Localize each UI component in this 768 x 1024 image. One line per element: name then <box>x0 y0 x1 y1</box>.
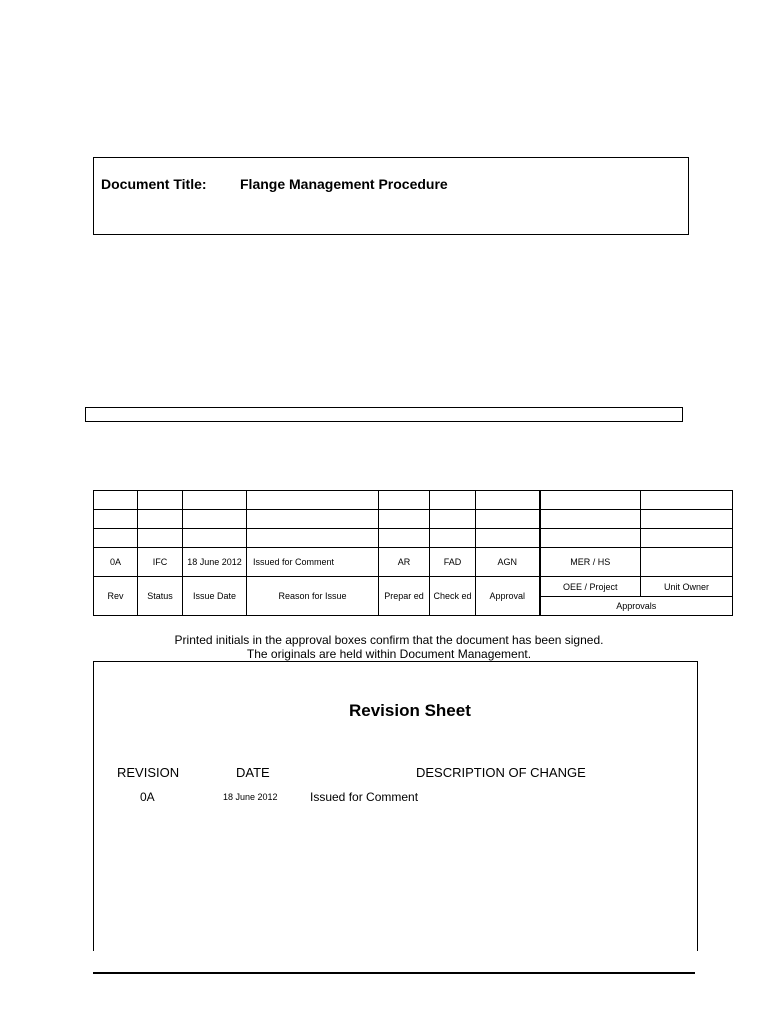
header-prepared: Prepar ed <box>379 577 430 616</box>
description-column-header: DESCRIPTION OF CHANGE <box>416 765 586 780</box>
revision-sheet-title: Revision Sheet <box>349 701 471 720</box>
revision-column-header: REVISION <box>117 765 180 780</box>
document-title-value: Flange Management Procedure <box>240 176 448 192</box>
revision-approval-table <box>93 490 733 616</box>
empty-field-bar <box>85 407 683 422</box>
table-row-empty <box>94 529 733 548</box>
entry-revision: 0A <box>140 790 155 804</box>
cell-reason: Issued for Comment <box>247 548 379 577</box>
date-column-header: DATE <box>236 765 270 780</box>
footer-rule <box>93 972 695 974</box>
table-header-row <box>94 577 733 597</box>
table-row-empty <box>94 510 733 529</box>
header-oee-project: OEE / Project <box>540 577 641 597</box>
cell-checked: FAD <box>430 548 476 577</box>
cell-rev: 0A <box>94 548 138 577</box>
header-reason: Reason for Issue <box>247 577 379 616</box>
document-title-box <box>93 157 689 235</box>
revision-sheet-box <box>93 661 698 951</box>
signature-note: Printed initials in the approval boxes confirm that the document has been signed. <box>174 633 604 647</box>
table-row-current <box>94 548 733 577</box>
entry-date: 18 June 2012 <box>223 792 278 802</box>
cell-unit-owner <box>641 548 733 577</box>
header-approvals: Approvals <box>540 597 733 616</box>
originals-note: The originals are held within Document Management. <box>246 647 532 661</box>
cell-approval: AGN <box>476 548 540 577</box>
cell-status: IFC <box>138 548 183 577</box>
header-rev: Rev <box>94 577 138 616</box>
header-status: Status <box>138 577 183 616</box>
header-checked: Check ed <box>430 577 476 616</box>
header-approval: Approval <box>476 577 540 616</box>
cell-issue-date: 18 June 2012 <box>183 548 247 577</box>
cell-oee-project: MER / HS <box>540 548 641 577</box>
header-unit-owner: Unit Owner <box>641 577 733 597</box>
table-row-empty <box>94 491 733 510</box>
document-title-label: Document Title: <box>101 176 207 192</box>
entry-description: Issued for Comment <box>310 790 419 804</box>
header-issue-date: Issue Date <box>183 577 247 616</box>
cell-prepared: AR <box>379 548 430 577</box>
